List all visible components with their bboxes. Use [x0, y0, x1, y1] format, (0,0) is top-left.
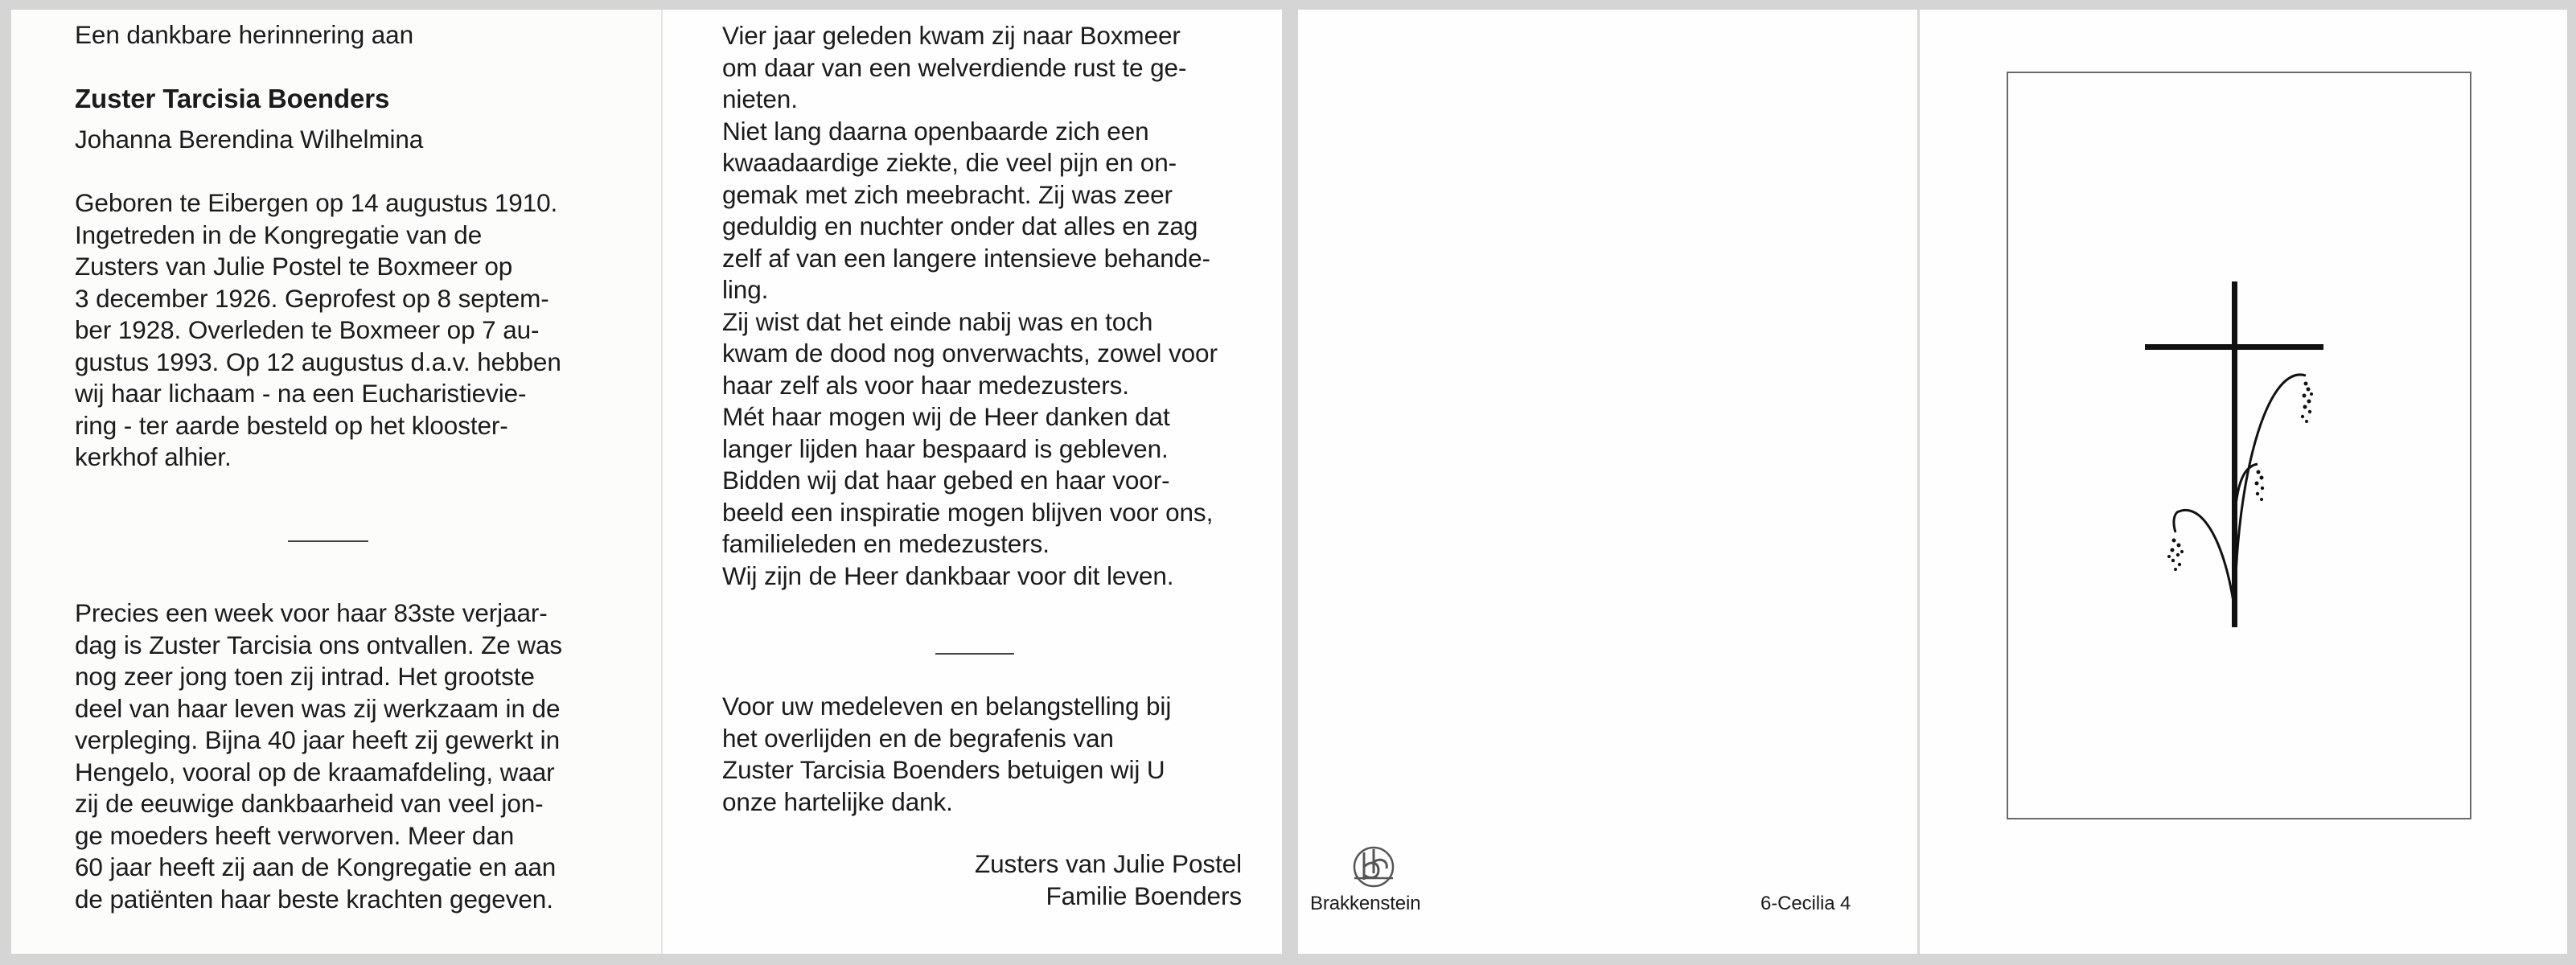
signature-line: Familie Boenders: [1046, 881, 1242, 910]
card-code: 6-Cecilia 4: [1760, 893, 1851, 914]
card-panel-left: [11, 10, 661, 954]
story-line: de patiënten haar beste krachten gegeven.: [75, 884, 553, 914]
story-line: Bidden wij dat haar gebed en haar voor-: [722, 466, 1170, 495]
story-line: dag is Zuster Tarcisia ons ontvallen. Ze was: [75, 630, 563, 659]
signature-line: Zusters van Julie Postel: [975, 849, 1242, 878]
story-line: nieten.: [722, 84, 798, 113]
thanks-line: het overlijden en de begrafenis van: [722, 723, 1114, 753]
bio-line: Ingetreden in de Kongregatie van de: [75, 220, 483, 249]
story-line: Mét haar mogen wij de Heer danken dat: [722, 402, 1170, 431]
card-panel-center: [661, 10, 1282, 954]
story-line: haar zelf als voor haar medezusters.: [722, 370, 1129, 400]
story-line: ge moeders heeft verworven. Meer dan: [75, 820, 515, 850]
story-line: Niet lang daarna openbaarde zich een: [722, 116, 1149, 146]
story-line: verpleging. Bijna 40 jaar heeft zij gewerkt in: [75, 725, 560, 754]
bio-line: ring - ter aarde besteld op het klooster-: [75, 410, 508, 440]
thanks-line: Zuster Tarcisia Boenders betuigen wij U: [722, 755, 1165, 784]
story-line: Hengelo, vooral op de kraamafdeling, waar: [75, 757, 555, 786]
intro-text: Een dankbare herinnering aan: [75, 20, 414, 49]
bio-line: kerkhof alhier.: [75, 442, 232, 471]
story-line: geduldig en nuchter onder dat alles en zag: [722, 211, 1198, 240]
bio-line: wij haar lichaam - na een Eucharistievie-: [75, 379, 527, 408]
story-line: deel van haar leven was zij werkzaam in de: [75, 693, 561, 723]
story-line: om daar van een welverdiende rust te ge-: [722, 52, 1187, 82]
bio-line: ber 1928. Overleden te Boxmeer op 7 au-: [75, 315, 540, 344]
thanks-line: Voor uw medeleven en belangstelling bij: [722, 692, 1172, 721]
bio-line: Geboren te Eibergen op 14 augustus 1910.: [75, 188, 558, 217]
story-line: Vier jaar geleden kwam zij naar Boxmeer: [722, 21, 1181, 50]
card-panel-back: [1298, 10, 1917, 954]
bio-line: 3 december 1926. Geprofest op 8 septem-: [75, 283, 549, 313]
story-line: Zij wist dat het einde nabij was en toch: [722, 306, 1153, 336]
bio-line: Zusters van Julie Postel te Boxmeer op: [75, 252, 513, 281]
story-line: langer lijden haar bespaard is gebleven.: [722, 433, 1169, 463]
story-line: beeld een inspiratie mogen blijven voor ons,: [722, 497, 1214, 527]
story-line: zelf af van een langere intensieve behande-: [722, 243, 1210, 273]
divider-rule: [288, 540, 368, 542]
story-line: Wij zijn de Heer dankbaar voor dit leven.: [722, 561, 1174, 590]
story-line: familieleden en medezusters.: [722, 529, 1050, 558]
story-line: nog zeer jong toen zij intrad. Het grootste: [75, 662, 535, 691]
publisher-logo-icon: [1346, 838, 1403, 894]
story-line: gemak met zich meebracht. Zij was zeer: [722, 179, 1173, 209]
story-line: kwaadaardige ziekte, die veel pijn en on-: [722, 148, 1177, 177]
story-line: ling.: [722, 275, 769, 304]
card-panel-front: [1917, 10, 2567, 954]
publisher-name: Brakkenstein: [1310, 893, 1421, 914]
deceased-name: Zuster Tarcisia Boenders: [75, 84, 390, 113]
story-line: zij de eeuwige dankbaarheid van veel jon-: [75, 789, 544, 818]
bio-line: gustus 1993. Op 12 augustus d.a.v. hebben: [75, 347, 561, 376]
story-line: 60 jaar heeft zij aan de Kongregatie en aan: [75, 852, 557, 881]
divider-rule: [935, 653, 1014, 655]
story-line: Precies een week voor haar 83ste verjaar-: [75, 598, 548, 627]
story-line: kwam de dood nog onverwachts, zowel voor: [722, 339, 1218, 368]
signature-block: [759, 848, 1242, 921]
given-names: Johanna Berendina Wilhelmina: [75, 125, 424, 154]
cross-with-flowers-icon: [2145, 275, 2346, 637]
thanks-line: onze hartelijke dank.: [722, 786, 953, 816]
